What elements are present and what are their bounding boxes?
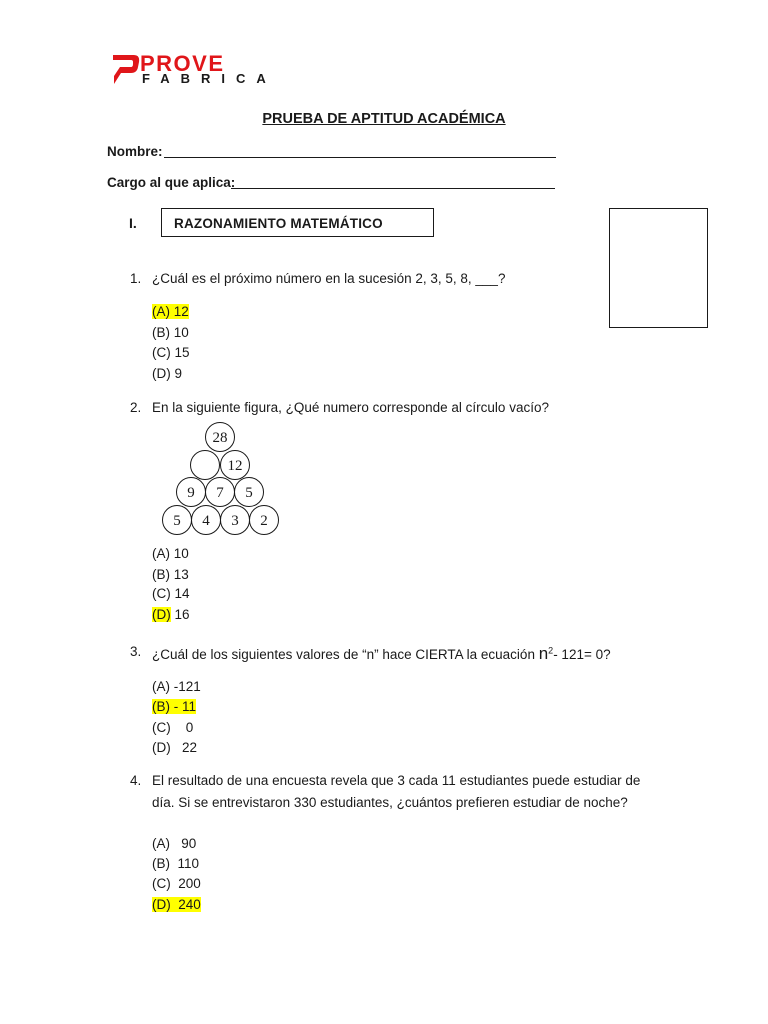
option-c[interactable]: (C) 15 — [152, 345, 190, 360]
option-c[interactable]: (C) 200 — [152, 876, 201, 891]
pyramid-number: 28 — [212, 430, 228, 446]
question-text-line1: El resultado de una encuesta revela que 3 cada 11 estudiantes puede estudiar de — [152, 773, 641, 788]
pyramid-number: 7 — [216, 485, 224, 501]
pyramid-number: 5 — [245, 485, 253, 501]
section-number: I. — [129, 215, 137, 231]
question-number: 1. — [130, 271, 142, 286]
pyramid-number: 5 — [173, 513, 181, 529]
option-a[interactable]: (A) -121 — [152, 679, 201, 694]
option-b[interactable]: (B) 13 — [152, 567, 189, 582]
equation-exponent: 2 — [548, 645, 554, 656]
name-field[interactable] — [164, 157, 556, 158]
option-d-letter: (D) — [152, 607, 171, 622]
position-label: Cargo al que aplica: — [107, 175, 236, 190]
logo-text-prove: PROVE — [140, 51, 225, 76]
section-title: RAZONAMIENTO MATEMÁTICO — [174, 216, 383, 231]
question-text-part: ¿Cuál de los siguientes valores de “n” hace CIERTA la ecuación — [152, 647, 539, 662]
question-text — [152, 645, 611, 662]
option-b[interactable]: (B) - 11 — [152, 699, 197, 714]
pyramid-number: 3 — [231, 513, 239, 529]
option-a[interactable]: (A) 90 — [152, 836, 197, 851]
company-logo — [112, 52, 288, 86]
question-text-line2: día. Si se entrevistaron 330 estudiantes, ¿cuántos prefieren estudiar de noche? — [152, 795, 628, 810]
option-d[interactable] — [152, 608, 190, 622]
option-d[interactable]: (D) 22 — [152, 740, 198, 755]
option-d[interactable]: (D) 240 — [152, 897, 201, 912]
logo-text-fabrica: FABRICA — [142, 71, 277, 86]
pyramid-number: 9 — [187, 485, 195, 501]
question-text: En la siguiente figura, ¿Qué numero corresponde al círculo vacío? — [152, 400, 549, 415]
logo-mark-icon — [112, 52, 142, 86]
pyramid-circle-empty — [191, 451, 220, 480]
circle-pyramid-figure — [158, 422, 284, 540]
option-a[interactable]: (A) 12 — [152, 304, 189, 319]
option-b[interactable]: (B) 110 — [152, 856, 200, 871]
option-a[interactable]: (A) 10 — [152, 546, 189, 561]
photo-box — [609, 208, 708, 328]
option-d[interactable]: (D) 9 — [152, 366, 182, 381]
question-number: 3. — [130, 644, 142, 659]
option-c[interactable]: (C) 0 — [152, 720, 194, 735]
pyramid-number: 4 — [202, 513, 210, 529]
document-title: PRUEBA DE APTITUD ACADÉMICA — [262, 111, 506, 127]
question-number: 2. — [130, 400, 142, 415]
question-number: 4. — [130, 773, 142, 788]
option-d-value: 16 — [170, 607, 190, 622]
option-b[interactable]: (B) 10 — [152, 325, 189, 340]
pyramid-number: 2 — [260, 513, 268, 529]
equation-variable: n — [538, 644, 549, 663]
question-text: ¿Cuál es el próximo número en la sucesión 2, 3, 5, 8, ___? — [152, 271, 506, 286]
pyramid-number: 12 — [227, 458, 243, 474]
option-c[interactable]: (C) 14 — [152, 586, 190, 601]
position-field[interactable] — [231, 188, 555, 189]
name-label: Nombre: — [107, 144, 163, 159]
question-text-part: - 121= 0? — [553, 647, 611, 662]
